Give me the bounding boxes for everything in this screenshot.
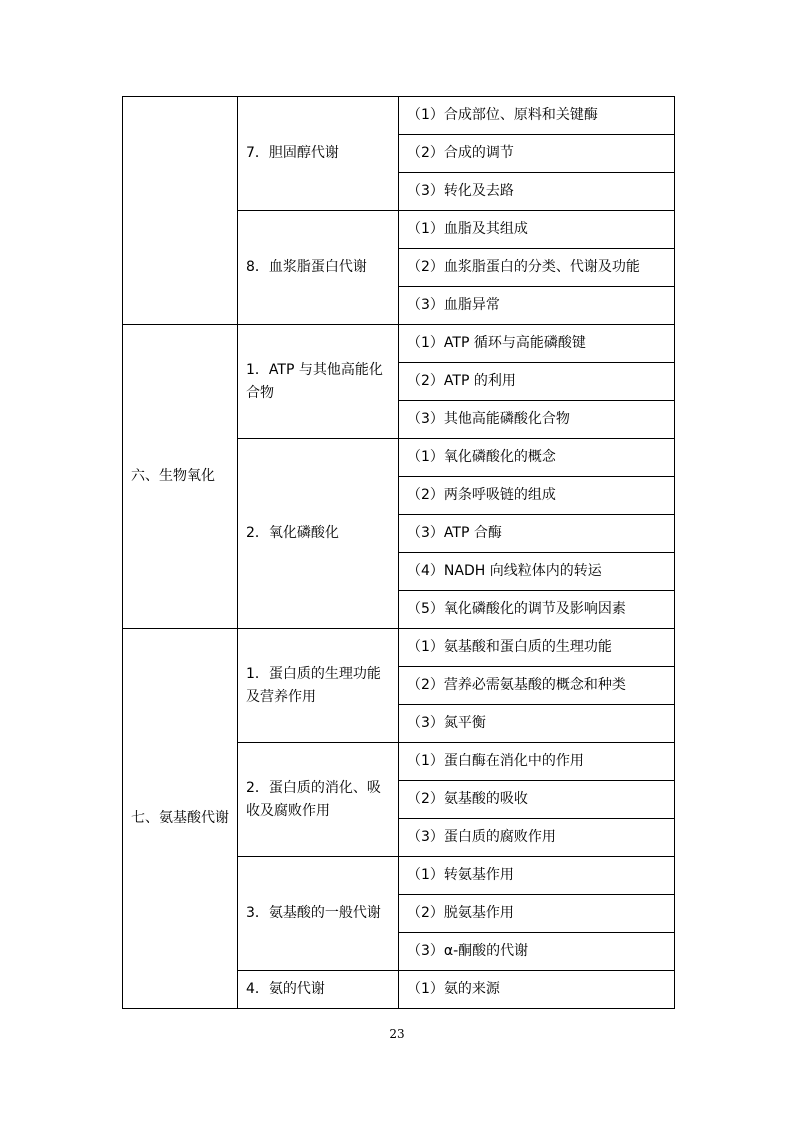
- section-title-cell: 六、生物氧化: [123, 325, 238, 629]
- item-cell: （1）ATP 循环与高能磷酸键: [399, 325, 675, 363]
- item-cell: （2）血浆脂蛋白的分类、代谢及功能: [399, 249, 675, 287]
- item-cell: （3）其他高能磷酸化合物: [399, 401, 675, 439]
- item-cell: （2）营养必需氨基酸的概念和种类: [399, 667, 675, 705]
- topic-title-cell: 2．氧化磷酸化: [238, 439, 399, 629]
- table-row: [123, 97, 675, 135]
- table-row: [123, 325, 675, 363]
- topic-title-cell: 3．氨基酸的一般代谢: [238, 857, 399, 971]
- item-cell: （3）蛋白质的腐败作用: [399, 819, 675, 857]
- topic-title-cell: 1．ATP 与其他高能化合物: [238, 325, 399, 439]
- item-cell: （1）转氨基作用: [399, 857, 675, 895]
- item-cell: （1）合成部位、原料和关键酶: [399, 97, 675, 135]
- page-number: 23: [389, 1027, 405, 1041]
- item-cell: （3）氮平衡: [399, 705, 675, 743]
- item-cell: （1）氨的来源: [399, 971, 675, 1009]
- section-title-cell: [123, 97, 238, 325]
- topic-title-cell: 7．胆固醇代谢: [238, 97, 399, 211]
- syllabus-table: [122, 96, 675, 1009]
- item-cell: （1）氧化磷酸化的概念: [399, 439, 675, 477]
- item-cell: （2）氨基酸的吸收: [399, 781, 675, 819]
- item-cell: （2）脱氨基作用: [399, 895, 675, 933]
- item-cell: （2）ATP 的利用: [399, 363, 675, 401]
- item-cell: （1）蛋白酶在消化中的作用: [399, 743, 675, 781]
- item-cell: （1）氨基酸和蛋白质的生理功能: [399, 629, 675, 667]
- syllabus-table-body: [123, 97, 675, 1009]
- item-cell: （4）NADH 向线粒体内的转运: [399, 553, 675, 591]
- item-cell: （5）氧化磷酸化的调节及影响因素: [399, 591, 675, 629]
- table-row: [123, 629, 675, 667]
- section-title-cell: 七、氨基酸代谢: [123, 629, 238, 1009]
- item-cell: （3）转化及去路: [399, 173, 675, 211]
- topic-title-cell: 8．血浆脂蛋白代谢: [238, 211, 399, 325]
- item-cell: （1）血脂及其组成: [399, 211, 675, 249]
- topic-title-cell: 2．蛋白质的消化、吸收及腐败作用: [238, 743, 399, 857]
- topic-title-cell: 1．蛋白质的生理功能及营养作用: [238, 629, 399, 743]
- item-cell: （3）α-酮酸的代谢: [399, 933, 675, 971]
- item-cell: （2）两条呼吸链的组成: [399, 477, 675, 515]
- item-cell: （3）ATP 合酶: [399, 515, 675, 553]
- item-cell: （2）合成的调节: [399, 135, 675, 173]
- item-cell: （3）血脂异常: [399, 287, 675, 325]
- topic-title-cell: 4．氨的代谢: [238, 971, 399, 1009]
